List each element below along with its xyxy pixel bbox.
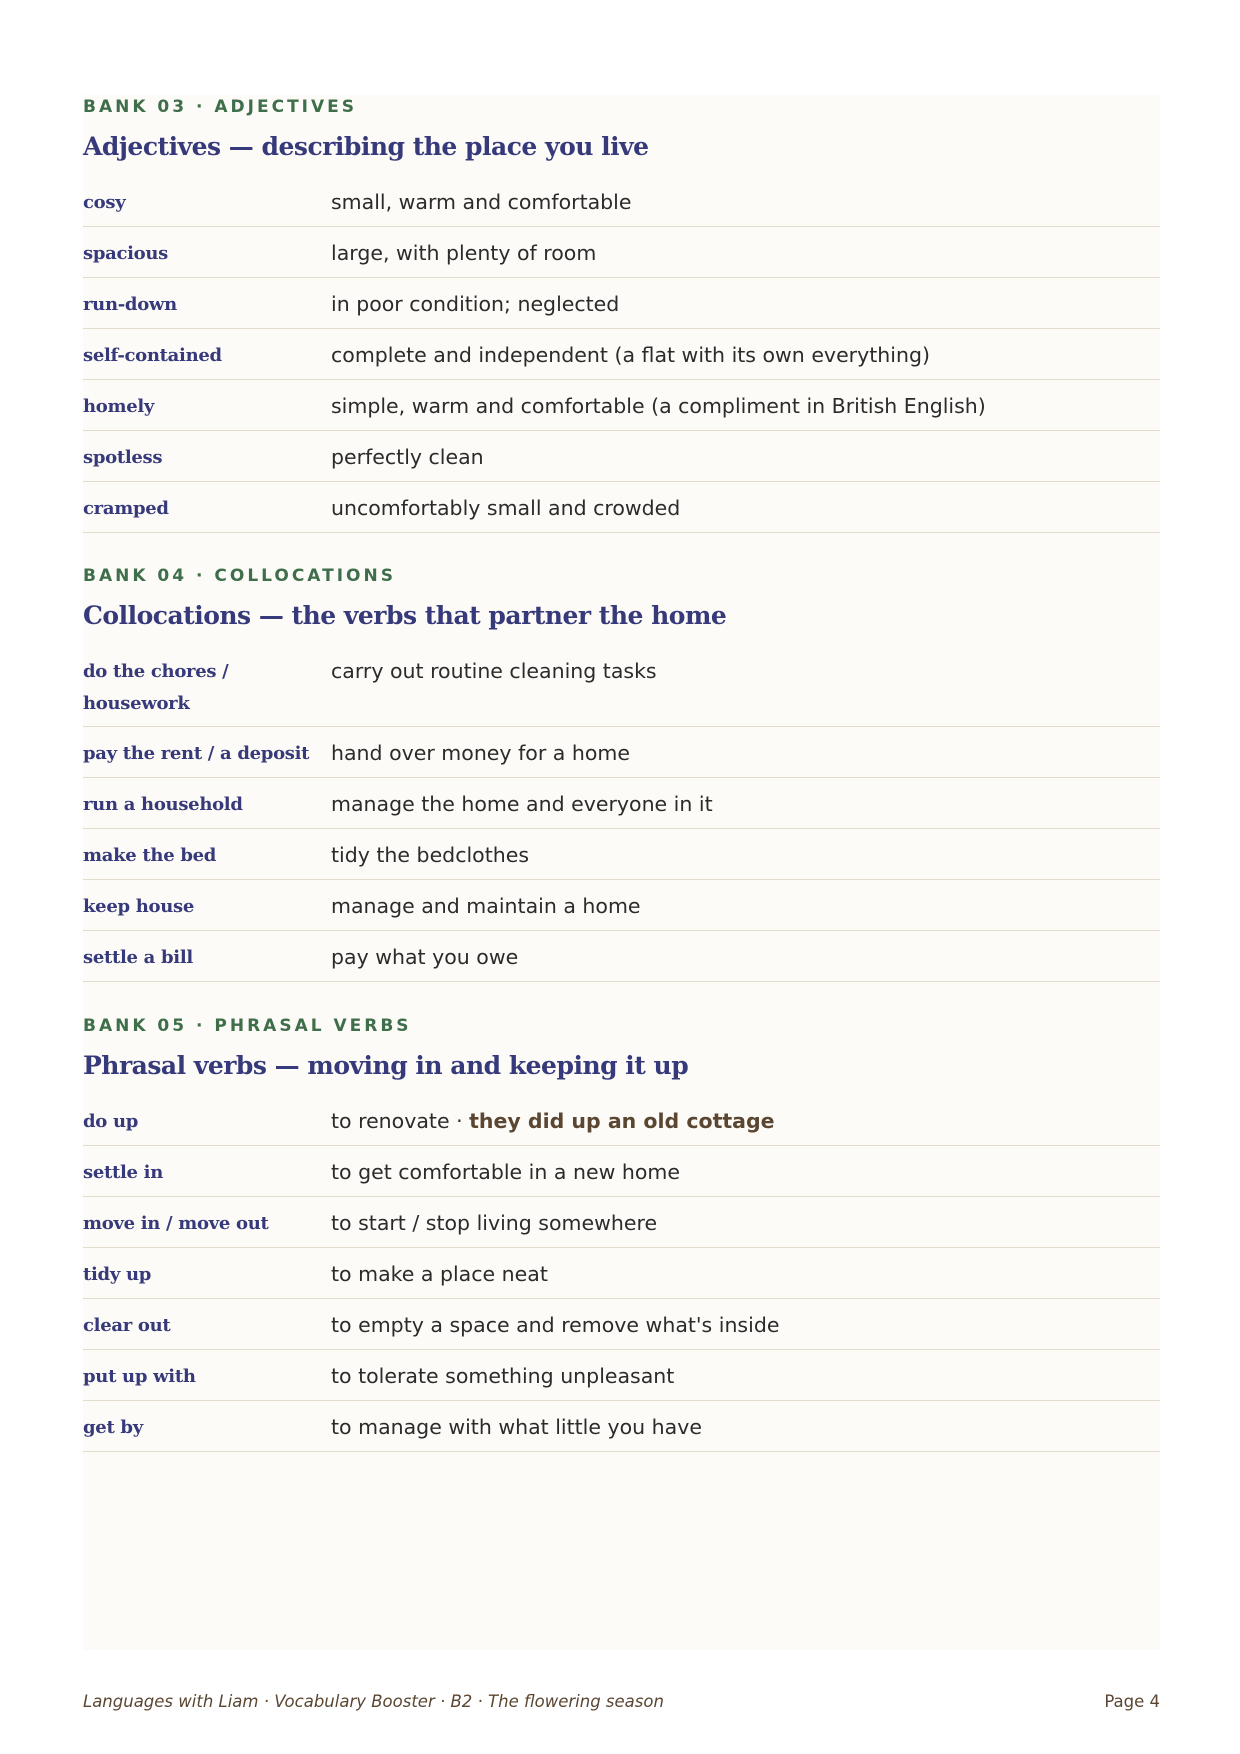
vocab-term: pay the rent / a deposit: [83, 743, 310, 764]
vocab-row: [83, 227, 1160, 278]
vocab-definition: pay what you owe: [331, 945, 519, 969]
vocab-row: [83, 176, 1160, 227]
vocab-definition: to make a place neat: [331, 1262, 548, 1286]
vocab-definition: small, warm and comfortable: [331, 190, 632, 214]
vocab-row: [83, 329, 1160, 380]
vocab-definition: manage the home and everyone in it: [331, 792, 713, 816]
vocab-term: clear out: [83, 1315, 171, 1336]
vocab-definition: to get comfortable in a new home: [331, 1160, 680, 1184]
bank-title: Adjectives — describing the place you live: [83, 132, 649, 161]
page-footer: [83, 1690, 1160, 1714]
bank-adjectives: [83, 96, 1160, 533]
bank-title: Phrasal verbs — moving in and keeping it up: [83, 1051, 689, 1080]
vocab-definition: to manage with what little you have: [331, 1415, 702, 1439]
vocab-definition: to empty a space and remove what's inside: [331, 1313, 780, 1337]
vocab-row: [83, 1401, 1160, 1452]
vocab-row: [83, 645, 1160, 727]
vocab-row: [83, 431, 1160, 482]
vocab-term: homely: [83, 396, 155, 417]
vocab-term: spotless: [83, 447, 163, 468]
vocab-definition: hand over money for a home: [331, 741, 630, 765]
vocab-row: [83, 1095, 1160, 1146]
vocab-row: [83, 1350, 1160, 1401]
vocab-definition: manage and maintain a home: [331, 894, 641, 918]
vocab-definition: to tolerate something unpleasant: [331, 1364, 675, 1388]
vocab-row: [83, 278, 1160, 329]
vocab-term: do up: [83, 1111, 139, 1132]
vocab-definition: large, with plenty of room: [331, 241, 597, 265]
vocab-row: [83, 931, 1160, 982]
vocab-row: [83, 829, 1160, 880]
vocab-row: [83, 482, 1160, 533]
vocab-table: [83, 645, 1160, 982]
bank-label: BANK 03 · ADJECTIVES: [83, 97, 358, 117]
bank-label: BANK 04 · COLLOCATIONS: [83, 566, 396, 586]
vocab-example: they did up an old cottage: [469, 1109, 775, 1133]
vocab-row: [83, 880, 1160, 931]
vocab-term: spacious: [83, 243, 169, 264]
vocab-term: self-contained: [83, 345, 222, 366]
vocab-definition: perfectly clean: [331, 445, 484, 469]
vocab-term: do the chores / housework: [83, 661, 229, 714]
footer-credit: Languages with Liam · Vocabulary Booster · B2 · The flowering season: [83, 1692, 664, 1711]
vocab-definition: complete and independent (a flat with its own everything): [331, 343, 930, 367]
vocab-definition: simple, warm and comfortable (a compliment in British English): [331, 394, 986, 418]
vocab-definition: to renovate ·: [331, 1109, 470, 1133]
bank-phrasal-verbs: [83, 1015, 1160, 1452]
vocab-term: tidy up: [83, 1264, 152, 1285]
vocab-table: [83, 1095, 1160, 1452]
vocab-term: keep house: [83, 896, 194, 917]
bank-title: Collocations — the verbs that partner the home: [83, 601, 727, 630]
vocab-definition: in poor condition; neglected: [331, 292, 620, 316]
vocab-term: cosy: [83, 192, 126, 213]
vocab-term: settle a bill: [83, 947, 193, 968]
vocab-term: run-down: [83, 294, 177, 315]
vocab-row: [83, 1248, 1160, 1299]
vocab-definition: carry out routine cleaning tasks: [331, 659, 657, 683]
vocab-term: settle in: [83, 1162, 163, 1183]
vocab-term: get by: [83, 1417, 143, 1438]
vocab-row: [83, 1197, 1160, 1248]
vocab-definition: tidy the bedclothes: [331, 843, 530, 867]
vocab-term: make the bed: [83, 845, 217, 866]
vocab-term: cramped: [83, 498, 169, 519]
bank-collocations: [83, 565, 1160, 982]
vocab-term: run a household: [83, 794, 243, 815]
page-number: Page 4: [1104, 1692, 1160, 1711]
vocab-row: [83, 1146, 1160, 1197]
vocab-row: [83, 1299, 1160, 1350]
vocab-row: [83, 380, 1160, 431]
vocab-definition: uncomfortably small and crowded: [331, 496, 681, 520]
vocab-table: [83, 176, 1160, 533]
vocab-row: [83, 727, 1160, 778]
vocab-definition: to start / stop living somewhere: [331, 1211, 658, 1235]
vocab-term: put up with: [83, 1366, 196, 1387]
vocab-definition-with-example: [331, 1106, 1160, 1136]
bank-label: BANK 05 · PHRASAL VERBS: [83, 1016, 412, 1036]
vocab-term: move in / move out: [83, 1213, 269, 1234]
vocab-row: [83, 778, 1160, 829]
